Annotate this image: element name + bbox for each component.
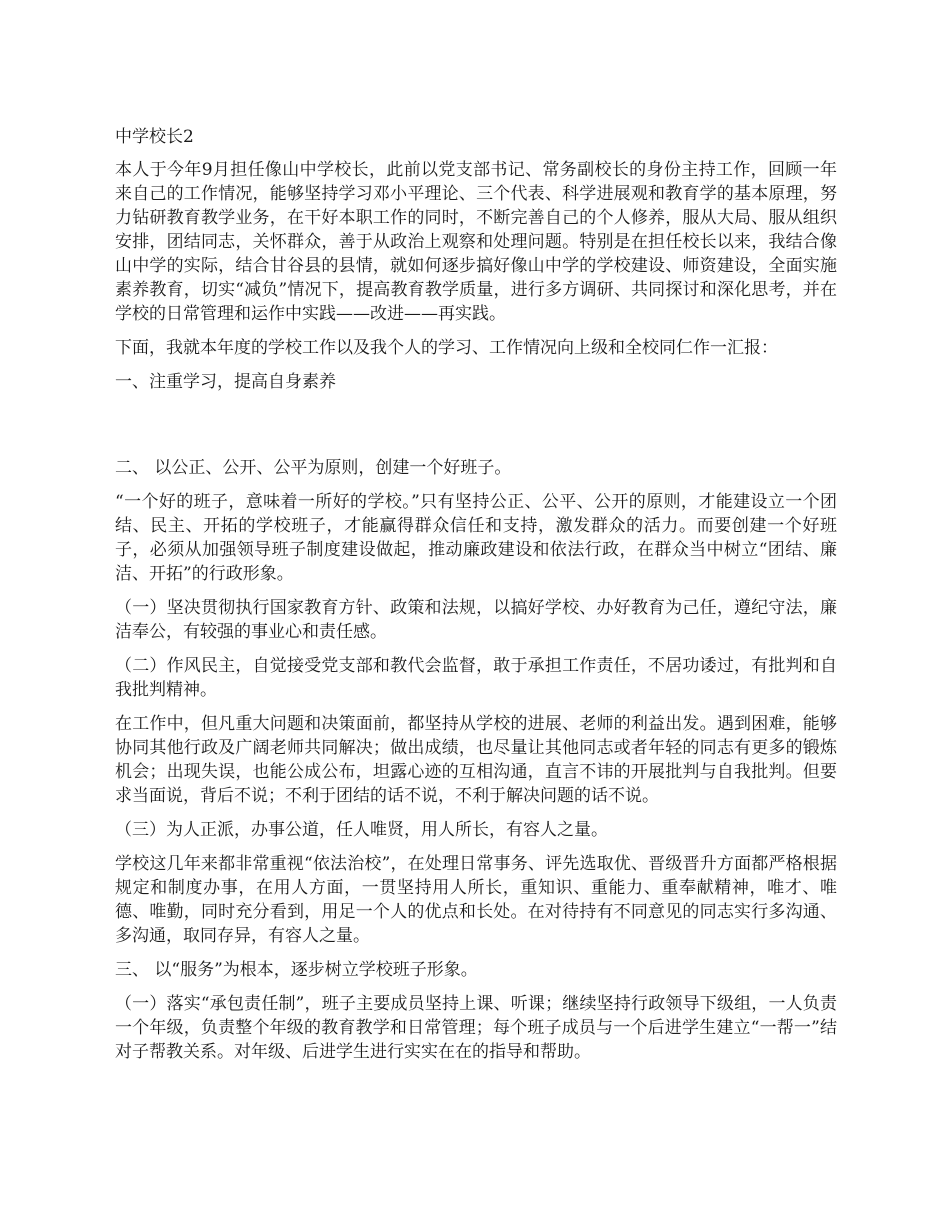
paragraph-item-2: （二）作风民主，自觉接受党支部和教代会监督，敢于承担工作责任，不居功诿过，有批判和自我批判精神。 <box>115 656 837 700</box>
paragraph-responsibility: （一）落实“承包责任制”，班子主要成员坚持上课、听课；继续坚持行政领导下级组，一人负责一个年级，负责整个年级的教育教学和日常管理；每个班子成员与一个后进学生建立“一帮一”结对子帮教关系。对年级、后进学生进行实实在在的指导和帮助。 <box>115 994 837 1062</box>
section-heading-3: 三、 以“服务”为根本，逐步树立学校班子形象。 <box>115 960 478 980</box>
paragraph-work-practice: 在工作中，但凡重大问题和决策面前，都坚持从学校的进展、老师的利益出发。遇到困难，能够协同其他行政及广阔老师共同解决；做出成绩，也尽量让其他同志或者年轻的同志有更多的锻炼机会；出现失误，也能公成公布，坦露心迹的互相沟通，直言不讳的开展批判与自我批判。但要求当面说，背后不说；不利于团结的话不说，不利于解决问题的话不说。 <box>115 714 837 806</box>
paragraph-intro: 本人于今年9月担任像山中学校长，此前以党支部书记、常务副校长的身份主持工作，回顾一年来自己的工作情况，能够坚持学习邓小平理论、三个代表、科学进展观和教育学的基本原理，努力钻研教育教学业务，在干好本职工作的同时，不断完善自己的个人修养，服从大局、服从组织安排，团结同志，关怀群众，善于从政治上观察和处理问题。特别是在担任校长以来，我结合像山中学的实际，结合甘谷县的县情，就如何逐步搞好像山中学的学校建设、师资建设，全面实施素养教育，切实“减负”情况下，提高教育教学质量，进行多方调研、共同探讨和深化思考，并在学校的日常管理和运作中实践——改进——再实践。 <box>115 160 837 324</box>
section-heading-1: 一、注重学习，提高自身素养 <box>115 372 336 392</box>
paragraph-item-3: （三）为人正派，办事公道，任人唯贤，用人所长，有容人之量。 <box>115 820 608 840</box>
paragraph-rule-of-law: 学校这几年来都非常重视“依法治校”，在处理日常事务、评先选取优、晋级晋升方面都严格根据规定和制度办事，在用人方面，一贯坚持用人所长，重知识、重能力、重奉献精神，唯才、唯德、唯勤，同时充分看到，用足一个人的优点和长处。在对待持有不同意见的同志实行多沟通、多沟通，取同存异，有容人之量。 <box>115 854 837 946</box>
blank-space <box>115 404 837 456</box>
section-heading-2: 二、 以公正、公开、公平为原则，创建一个好班子。 <box>115 458 512 478</box>
paragraph-report-intro: 下面，我就本年度的学校工作以及我个人的学习、工作情况向上级和全校同仁作一汇报： <box>115 338 778 358</box>
document-title: 中学校长2 <box>115 127 194 147</box>
paragraph-item-1: （一）坚决贯彻执行国家教育方针、政策和法规，以搞好学校、办好教育为己任，遵纪守法，廉洁奉公，有较强的事业心和责任感。 <box>115 598 837 642</box>
paragraph-good-team: “一个好的班子，意味着一所好的学校。”只有坚持公正、公平、公开的原则，才能建设立一个团结、民主、开拓的学校班子，才能赢得群众信任和支持，激发群众的活力。而要创建一个好班子，必须从加强领导班子制度建设做起，推动廉政建设和依法行政，在群众当中树立“团结、廉洁、开拓”的行政形象。 <box>115 492 837 584</box>
document-body <box>115 124 837 1074</box>
